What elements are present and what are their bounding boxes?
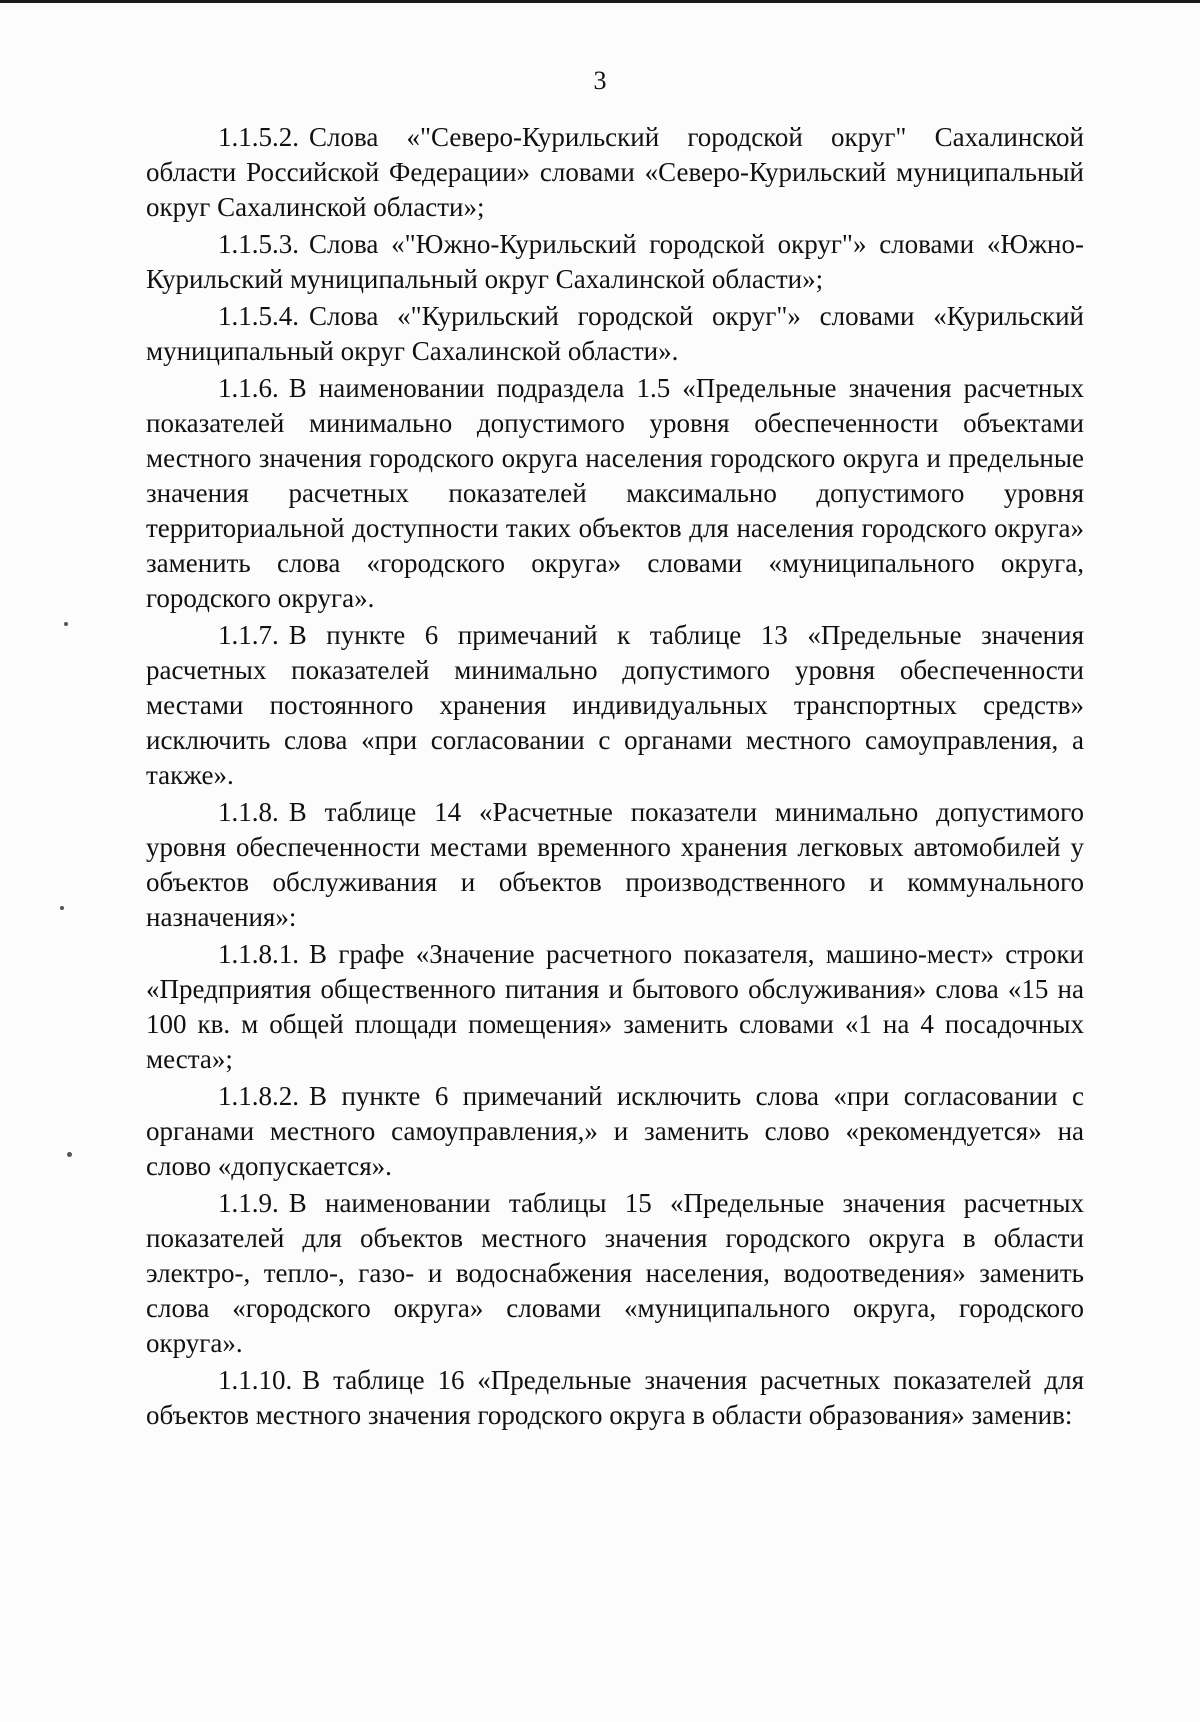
paragraph-1-1-10 — [146, 1363, 1084, 1433]
paragraph-text: В таблице 14 «Расчетные показатели минимально допустимого уровня обеспеченности местами временного хранения легковых автомобилей у объектов обслуживания и объектов производственного и коммунального назначения»: — [146, 797, 1084, 932]
scan-edge — [0, 0, 1200, 3]
paragraph-number: 1.1.5.4. — [218, 301, 299, 331]
paragraph-text: В таблице 16 «Предельные значения расчетных показателей для объектов местного значения городского округа в области образования» заменив: — [146, 1365, 1084, 1430]
paragraph-text: В пункте 6 примечаний исключить слова «при согласовании с органами местного самоуправления,» и заменить слово «рекомендуется» на слово «допускается». — [146, 1081, 1084, 1181]
document-body — [146, 120, 1084, 1435]
paragraph-1-1-5-3 — [146, 227, 1084, 297]
paragraph-number: 1.1.6. — [218, 373, 279, 403]
scan-speck — [67, 1152, 72, 1157]
paragraph-text: Слова «"Южно-Курильский городской округ"» словами «Южно-Курильский муниципальный округ Сахалинской области»; — [146, 229, 1084, 294]
paragraph-text: В пункте 6 примечаний к таблице 13 «Предельные значения расчетных показателей минимально допустимого уровня обеспеченности местами постоянного хранения индивидуальных транспортных средств» исключить слова «при согласовании с органами местного самоуправления, а также». — [146, 620, 1084, 790]
paragraph-text: В графе «Значение расчетного показателя, машино-мест» строки «Предприятия общественного питания и бытового обслуживания» слова «15 на 100 кв. м общей площади помещения» заменить словами «1 на 4 посадочных места»; — [146, 939, 1084, 1074]
paragraph-number: 1.1.5.3. — [218, 229, 299, 259]
paragraph-number: 1.1.8.1. — [218, 939, 299, 969]
paragraph-1-1-7 — [146, 618, 1084, 793]
paragraph-number: 1.1.7. — [218, 620, 279, 650]
scan-speck — [60, 906, 64, 910]
paragraph-number: 1.1.9. — [218, 1188, 279, 1218]
paragraph-text: Слова «"Северо-Курильский городской округ" Сахалинской области Российской Федерации» словами «Северо-Курильский муниципальный округ Сахалинской области»; — [146, 122, 1084, 222]
paragraph-text: Слова «"Курильский городской округ"» словами «Курильский муниципальный округ Сахалинской области». — [146, 301, 1084, 366]
paragraph-1-1-6 — [146, 371, 1084, 616]
paragraph-1-1-8 — [146, 795, 1084, 935]
page-number: 3 — [593, 66, 607, 95]
paragraph-number: 1.1.5.2. — [218, 122, 299, 152]
paragraph-text: В наименовании подраздела 1.5 «Предельные значения расчетных показателей минимально допустимого уровня обеспеченности объектами местного значения городского округа населения городского округа и предельные значения расчетных показателей максимально допустимого уровня территориальной доступности таких объектов для населения городского округа» заменить слова «городского округа» словами «муниципального округа, городского округа». — [146, 373, 1084, 613]
scan-speck — [64, 622, 68, 626]
paragraph-number: 1.1.8.2. — [218, 1081, 299, 1111]
paragraph-1-1-8-1 — [146, 937, 1084, 1077]
paragraph-1-1-9 — [146, 1186, 1084, 1361]
paragraph-1-1-8-2 — [146, 1079, 1084, 1184]
paragraph-text: В наименовании таблицы 15 «Предельные значения расчетных показателей для объектов местного значения городского округа в области электро-, тепло-, газо- и водоснабжения населения, водоотведения» заменить слова «городского округа» словами «муниципального округа, городского округа». — [146, 1188, 1084, 1358]
paragraph-1-1-5-2 — [146, 120, 1084, 225]
paragraph-number: 1.1.10. — [218, 1365, 293, 1395]
paragraph-1-1-5-4 — [146, 299, 1084, 369]
paragraph-number: 1.1.8. — [218, 797, 279, 827]
